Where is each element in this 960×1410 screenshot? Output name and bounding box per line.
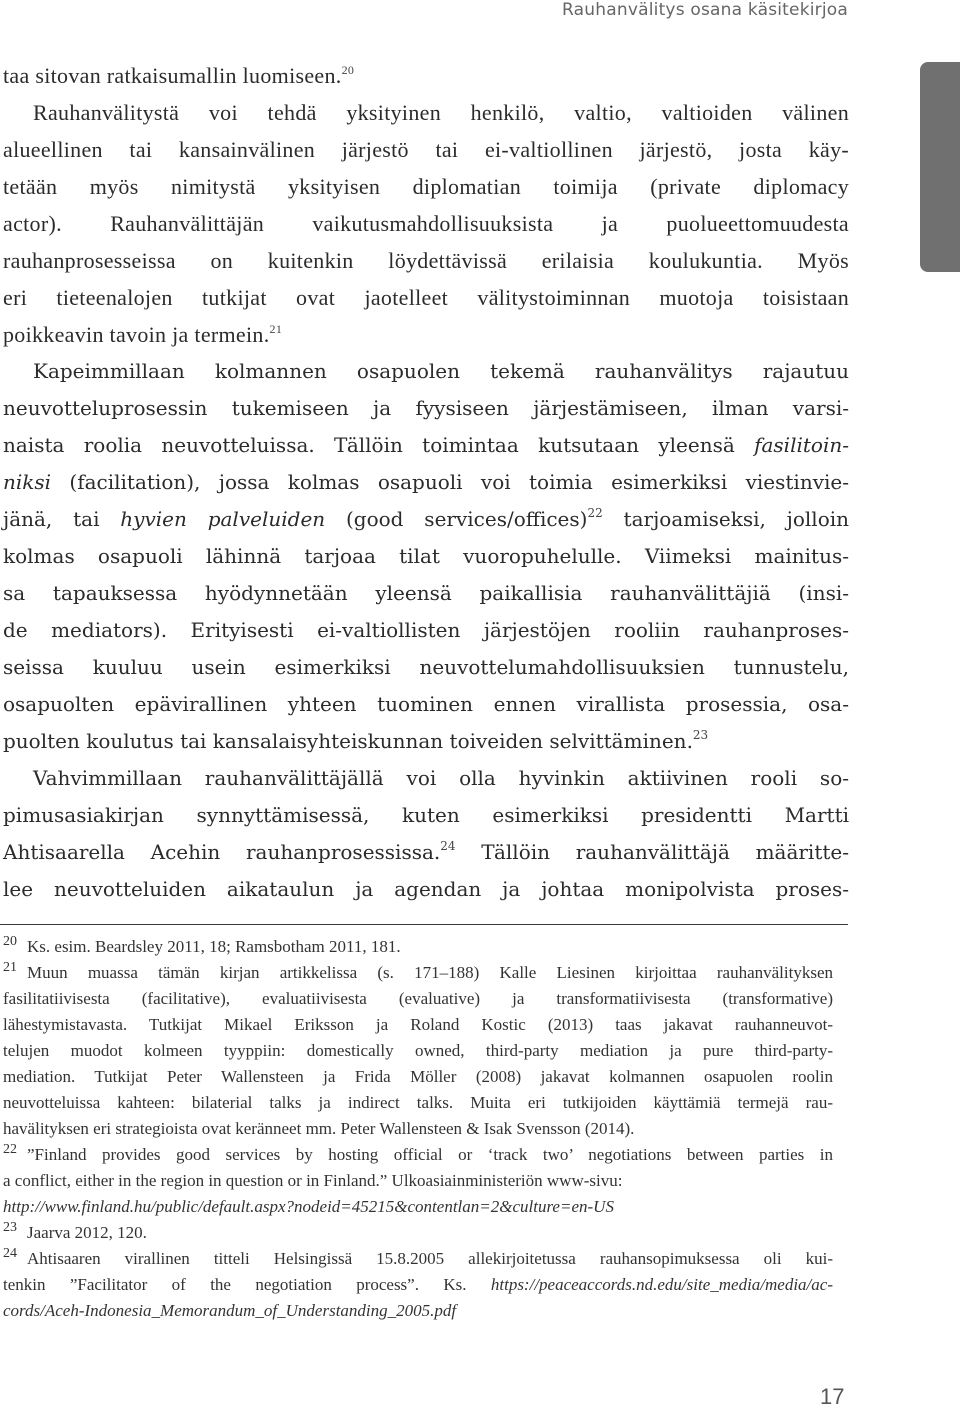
- paragraph-3: [3, 353, 849, 760]
- text-line: osapuolten epävirallinen yhteen tuominen ennen virallista prosessia, osa-: [3, 692, 849, 716]
- text-line: tetään myös nimitystä yksityisen diplomatian toimija (private diplomacy: [3, 174, 849, 199]
- footnote-link[interactable]: https://peaceaccords.nd.edu/site_media/media/ac-: [490, 1275, 833, 1294]
- text-line: jänä, tai hyvien palveluiden (good services/offices)$^{22}$ tarjoamiseksi, jolloin: [3, 506, 850, 531]
- body-text: [3, 57, 849, 908]
- italic-term: fasilitoin-: [754, 433, 849, 457]
- footnote-number: 24: [3, 1246, 17, 1261]
- paragraph-2: [3, 94, 849, 353]
- text-line: puolten koulutus tai kansalaisyhteiskunnan toiveiden selvittäminen.$^{23}$: [3, 728, 709, 753]
- footnote-number: 21: [3, 960, 17, 975]
- footnote-separator: [0, 924, 848, 925]
- text-line: eri tieteenalojen tutkijat ovat jaotelleet välitystoiminnan muotoja toisistaan: [3, 285, 849, 310]
- text-line: poikkeavin tavoin ja termein.$^{21}$: [3, 322, 283, 347]
- footnote-23: $^{23}$ Jaarva 2012, 120.: [3, 1220, 147, 1242]
- text-line: seissa kuuluu usein esimerkiksi neuvottelumahdollisuuksien tunnustelu,: [3, 655, 849, 679]
- text-line: sa tapauksessa hyödynnetään yleensä paikallisia rauhanvälittäjiä (insi-: [3, 581, 849, 605]
- footnote-20: $^{20}$ Ks. esim. Beardsley 2011, 18; Ramsbotham 2011, 181.: [3, 934, 401, 956]
- text-line: kolmas osapuoli lähinnä tarjoaa tilat vuoropuhelulle. Viimeksi mainitus-: [3, 544, 849, 568]
- paragraph-1: [3, 57, 849, 94]
- text-line: neuvotteluprosessin tukemiseen ja fyysiseen järjestämiseen, ilman varsi-: [3, 396, 849, 420]
- text-line: de mediators). Erityisesti ei-valtiollisten järjestöjen rooliin rauhanproses-: [3, 618, 849, 642]
- text-line: niksi (facilitation), jossa kolmas osapuoli voi toimia esimerkiksi viestinvie-: [3, 470, 849, 494]
- footnote-number: 20: [3, 934, 17, 949]
- text-line: actor). Rauhanvälittäjän vaikutusmahdollisuuksista ja puolueettomuudesta: [3, 211, 849, 236]
- text-line: pimusasiakirjan synnyttämisessä, kuten esimerkiksi presidentti Martti: [3, 803, 849, 827]
- footnote-ref[interactable]: 21: [269, 322, 283, 336]
- text-line: Rauhanvälitystä voi tehdä yksityinen henkilö, valtio, valtioiden välinen: [33, 100, 849, 125]
- text-line: Kapeimmillaan kolmannen osapuolen tekemä rauhanvälitys rajautuu: [33, 359, 849, 383]
- italic-term: niksi: [3, 470, 52, 494]
- footnote-link[interactable]: cords/Aceh-Indonesia_Memorandum_of_Understanding_2005.pdf: [3, 1301, 457, 1320]
- footnotes: [3, 934, 833, 1324]
- footnote-number: 22: [3, 1142, 17, 1157]
- text-line: rauhanprosesseissa on kuitenkin löydettävissä erilaisia koulukuntia. Myös: [3, 248, 849, 273]
- footnote-ref[interactable]: 24: [440, 839, 456, 853]
- text-line: lee neuvotteluiden aikataulun ja agendan ja johtaa monipolvista proses-: [3, 877, 849, 901]
- paragraph-4: [3, 760, 849, 908]
- italic-term: hyvien palveluiden: [120, 507, 326, 531]
- page-number: 17: [820, 1384, 845, 1409]
- footnote-ref[interactable]: 20: [341, 63, 355, 77]
- footnote-ref[interactable]: 22: [587, 506, 603, 520]
- text-line: taa sitovan ratkaisumallin luomiseen.$^{20}$: [3, 63, 355, 88]
- chapter-thumb-tab: [920, 62, 960, 272]
- running-head: Rauhanvälitys osana käsitekirjoa: [562, 0, 848, 20]
- text-line: Vahvimmillaan rauhanvälittäjällä voi olla hyvinkin aktiivinen rooli so-: [33, 766, 849, 790]
- footnote-number: 23: [3, 1220, 17, 1235]
- footnote-link[interactable]: http://www.finland.hu/public/default.aspx?nodeid=45215&contentlan=2&culture=en-US: [3, 1197, 614, 1216]
- footnote-ref[interactable]: 23: [692, 728, 709, 742]
- footnote-21: $^{21}$ Muun muassa tämän kirjan artikkelissa (s. 171–188) Kalle Liesinen kirjoittaa rauhanvälityksen fasilitatiivisesta (facilitative), evaluatiivisesta (evaluative) ja transformatiivisesta (transformative) lähestymistavasta. Tutkijat Mikael Eriksson ja Roland Kostic (2013) taas jakavat rauhanneuvot- telujen muodot kolmeen tyyppiin: domestically owned, third-party mediation ja pure third-party- mediation. Tutkijat Peter Wallensteen ja Frida Möller (2008) jakavat kolmannen osapuolen roolin neuvotteluissa kahteen: bilaterial talks ja indirect talks. Muita eri tutkijoiden käyttämiä termejä rau- havälityksen eri strategioista ovat keränneet mm. Peter Wallensteen & Isak Svensson (2014).: [3, 960, 833, 1138]
- footnote-22: $^{22}$ ”Finland provides good services by hosting official or ‘track two’ negotiations between parties in a conflict, either in the region in question or in Finland.” Ulkoasiainministeriön www-sivu: http://www.finland.hu/public/default.aspx?nodeid=45215&contentlan=2&culture=en-US: [3, 1142, 833, 1216]
- text-line: naista roolia neuvotteluissa. Tällöin toimintaa kutsutaan yleensä fasilitoin-: [3, 433, 849, 457]
- footnote-24: $^{24}$ Ahtisaaren virallinen titteli Helsingissä 15.8.2005 allekirjoitetussa rauhansopimuksessa oli kui- tenkin ”Facilitator of the negotiation process”. Ks. https://peaceaccords.nd.edu/site_media/media/ac- cords/Aceh-Indonesia_Memorandum_of_Understanding_2005.pdf: [3, 1246, 833, 1320]
- text-line: Ahtisaarella Acehin rauhanprosessissa.$^{24}$ Tällöin rauhanvälittäjä määritte-: [3, 839, 850, 864]
- text-line: alueellinen tai kansainvälinen järjestö tai ei-valtiollinen järjestö, josta käy-: [3, 137, 849, 162]
